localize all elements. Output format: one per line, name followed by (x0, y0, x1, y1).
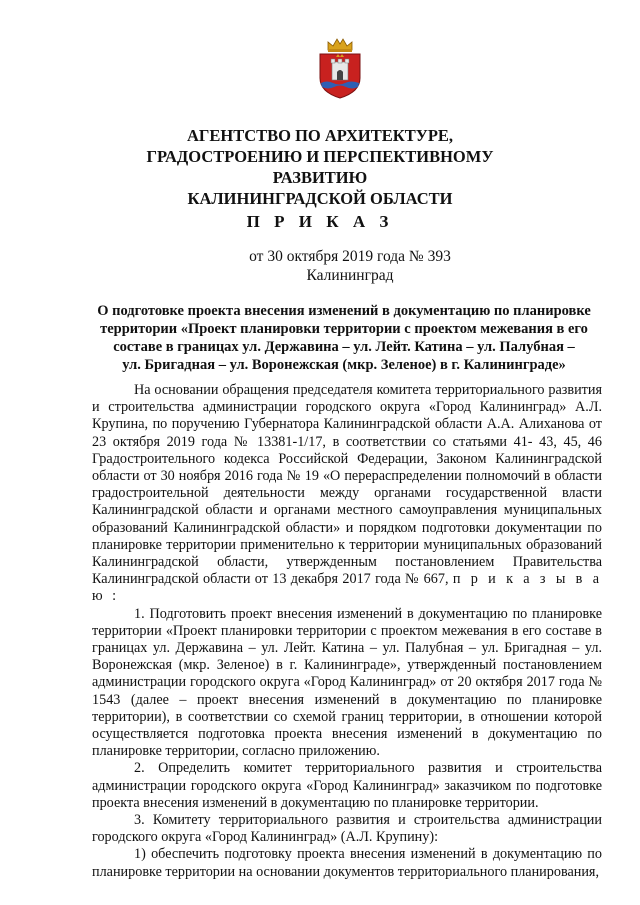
order-city: Калининград (306, 267, 394, 284)
heading-line: ул. Бригадная – ул. Воронежская (мкр. Зеленое) в г. Калининграде» (122, 357, 566, 373)
heading-line: территории «Проект планировки территории с проектом межевания в его (100, 321, 588, 337)
order-title: П Р И К А З (246, 212, 394, 231)
order-date-block (0, 247, 640, 285)
heading-line: составе в границах ул. Державина – ул. Лейт. Катина – ул. Палубная – (113, 339, 575, 355)
coat-of-arms-icon (314, 36, 366, 100)
agency-name (100, 125, 540, 209)
order-date: от 30 октября 2019 года № 393 (249, 248, 451, 265)
agency-name-line: ГРАДОСТРОЕНИЮ И ПЕРСПЕКТИВНОМУ РАЗВИТИЮ (146, 147, 494, 187)
clause-2: 2. Определить комитет территориального развития и строительства администрации городского округа «Город Калининград» заказчиком по подготовке проекта внесения изменений в документацию по планировке территории. (92, 760, 602, 811)
clause-3: 3. Комитету территориального развития и строительства администрации городского округа «Город Калининград» (А.Л. Крупину): (92, 812, 602, 846)
clause-3-1: 1) обеспечить подготовку проекта внесения изменений в документацию по планировке территории на основании документов территориального планирования, (92, 846, 602, 880)
order-body (92, 382, 602, 881)
order-heading (88, 302, 600, 374)
order-verb: п р и к а з ы в а ю : (92, 571, 603, 605)
agency-name-line: КАЛИНИНГРАДСКОЙ ОБЛАСТИ (187, 189, 453, 208)
preamble-paragraph (92, 382, 602, 606)
clause-1: 1. Подготовить проект внесения изменений в документацию по планировке территории «Проект планировки территории с проектом межевания в его составе в границах ул. Державина – ул. Лейт. Катина – ул. Палубная – ул. Бригадная – ул. Воронежская (мкр. Зеленое) в г. Калининграде», утвержденный постановлением администрации городского округа «Город Калининград» от 20 октября 2017 года № 1543 (далее – проект внесения изменений в документацию по планировке территории), в соответствии со схемой границ территории, в отношении которой осуществляется подготовка проекта внесения изменений в документацию по планировке территории, согласно приложению. (92, 605, 602, 760)
preamble-text: На основании обращения председателя комитета территориального развития и строительства администрации городского округа «Город Калининград» А.Л. Крупина, по поручению Губернатора Калининградской области А.А. Алиханова от 23 октября 2019 года № 13381-1/17, в соответствии со статьями 41- 43, 45, 46 Градостроительного кодекса Российской Федерации, Законом Калининградской области от 30 ноября 2016 года № 19 «О перераспределении полномочий в области градостроительной деятельности между органами государственной власти Калининградской области и органами местного самоуправления муниципальных образований Калининградской области» и порядком подготовки документации по планировке территории применительно к территории муниципальных образований Калининградской области, утвержденным постановлением Правительства Калининградской области от 13 декабря 2017 года № 667, (92, 382, 602, 588)
agency-name-line: АГЕНТСТВО ПО АРХИТЕКТУРЕ, (186, 126, 454, 145)
heading-line: О подготовке проекта внесения изменений в документацию по планировке (97, 303, 591, 319)
